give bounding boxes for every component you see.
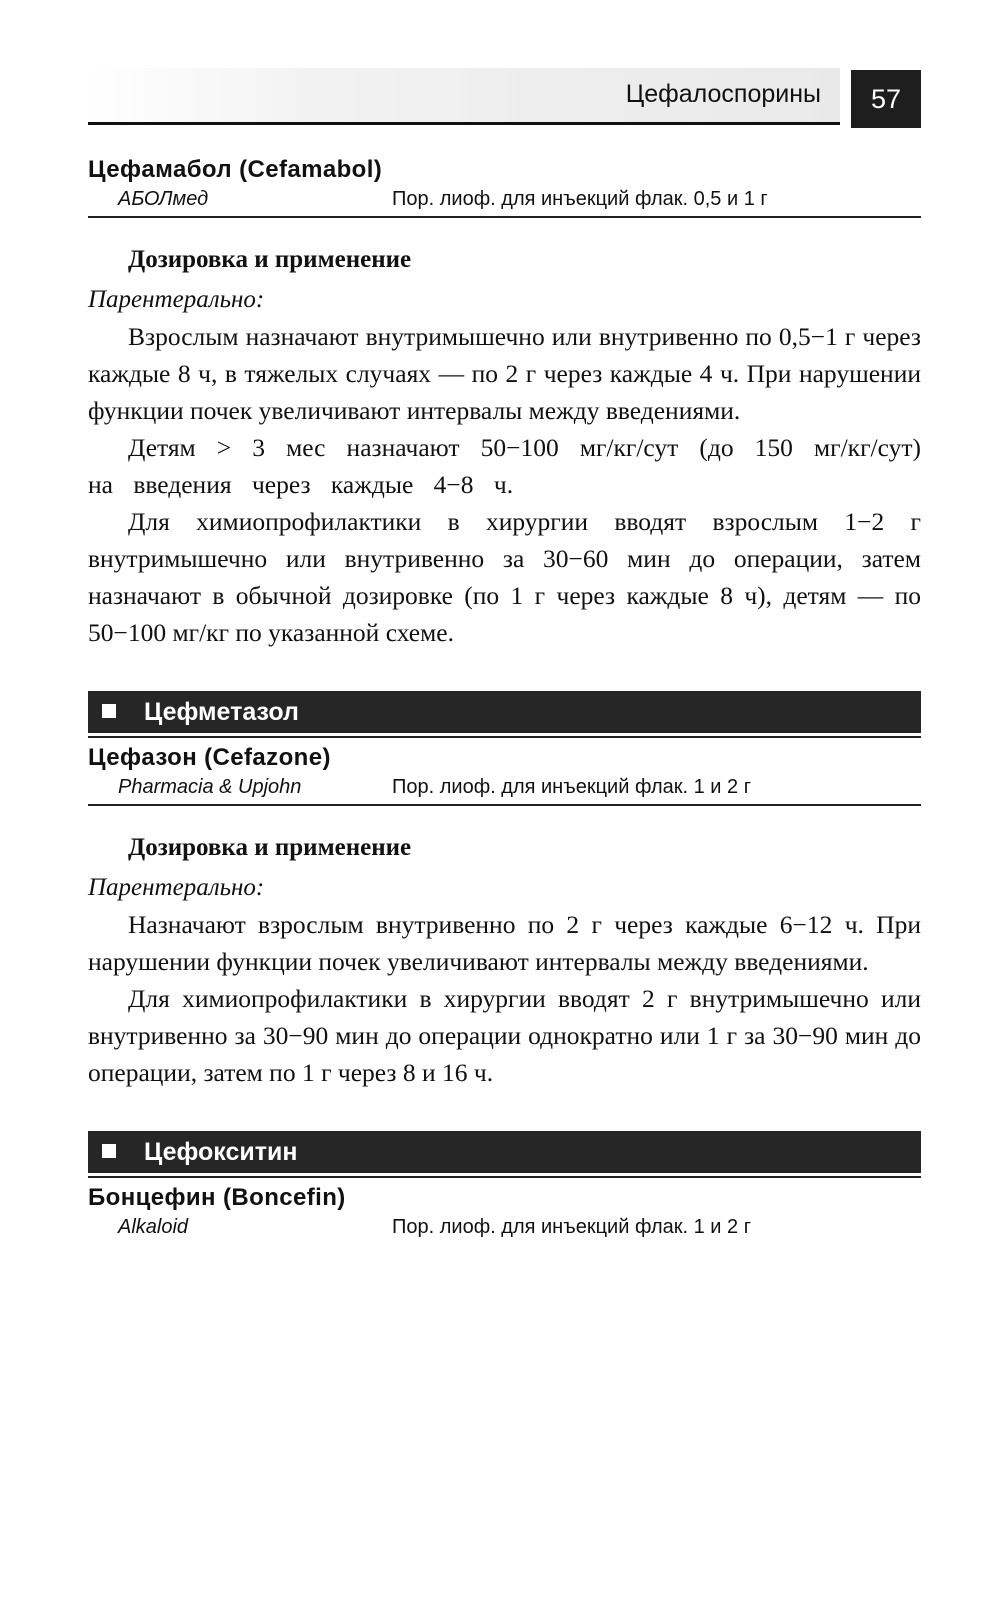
group-title: Цефокситин: [144, 1138, 298, 1166]
header-section-title: Цефалоспорины: [625, 80, 821, 108]
book-page: [88, 68, 921, 1244]
drug-form: Пор. лиоф. для инъекций флак. 1 и 2 г: [392, 776, 751, 798]
drug-group-header: [88, 691, 921, 733]
route-label: Парентерально:: [88, 286, 265, 313]
drug-manufacturer: Pharmacia & Upjohn: [118, 776, 302, 798]
drug-entry-boncefin: [88, 1182, 921, 1244]
group-divider: [88, 736, 921, 738]
drug-entry-cefazone: [88, 742, 921, 806]
page-number: 57: [851, 70, 921, 128]
drug-entry-cefamabol: [88, 154, 921, 218]
paragraph: Детям > 3 мес назначают 50−100 мг/кг/сут (до 150 мг/кг/сут) на введения через каждые 4−8 ч.: [88, 433, 921, 499]
dosage-heading: Дозировка и применение: [128, 246, 412, 273]
route-label: Парентерально:: [88, 874, 265, 901]
group-title: Цефметазол: [144, 698, 299, 726]
paragraph: Для химиопрофилактики в хирургии вводят 2 г внутримышечно или внутривенно за 30−90 мин до операции однократно или 1 г за 30−90 мин до операции, затем по 1 г через 8 и 16 ч.: [88, 984, 921, 1087]
drug-group-header: [88, 1131, 921, 1173]
drug-form: Пор. лиоф. для инъекций флак. 0,5 и 1 г: [392, 188, 768, 210]
drug-name: Бонцефин (Boncefin): [88, 1184, 346, 1211]
square-bullet-icon: [102, 704, 116, 718]
drug-manufacturer: АБОЛмед: [118, 188, 209, 210]
square-bullet-icon: [102, 1144, 116, 1158]
drug-form: Пор. лиоф. для инъекций флак. 1 и 2 г: [392, 1216, 751, 1238]
dosage-heading: Дозировка и применение: [128, 834, 412, 861]
paragraph: Для химиопрофилактики в хирургии вводят взрослым 1−2 г внутримышечно или внутривенно за 30−60 мин до операции, затем назначают в обычной дозировке (по 1 г через каждые 8 ч), детям — по 50−100 мг/кг по указанной схеме.: [88, 507, 921, 647]
group-divider: [88, 1176, 921, 1178]
drug-name: Цефамабол (Cefamabol): [88, 156, 383, 183]
running-header: [88, 68, 921, 126]
drug-info: [88, 186, 921, 212]
drug-manufacturer: Alkaloid: [118, 1216, 189, 1238]
drug-info: [88, 1214, 921, 1240]
paragraph: Взрослым назначают внутримышечно или внутривенно по 0,5−1 г через каждые 8 ч, в тяжелых случаях — по 2 г через каждые 4 ч. При нарушении функции почек увеличивают интервалы между введениями.: [88, 322, 921, 425]
drug-info: [88, 774, 921, 800]
drug-name: Цефазон (Cefazone): [88, 744, 331, 771]
paragraph: Назначают взрослым внутривенно по 2 г через каждые 6−12 ч. При нарушении функции почек увеличивают интервалы между введениями.: [88, 910, 921, 976]
